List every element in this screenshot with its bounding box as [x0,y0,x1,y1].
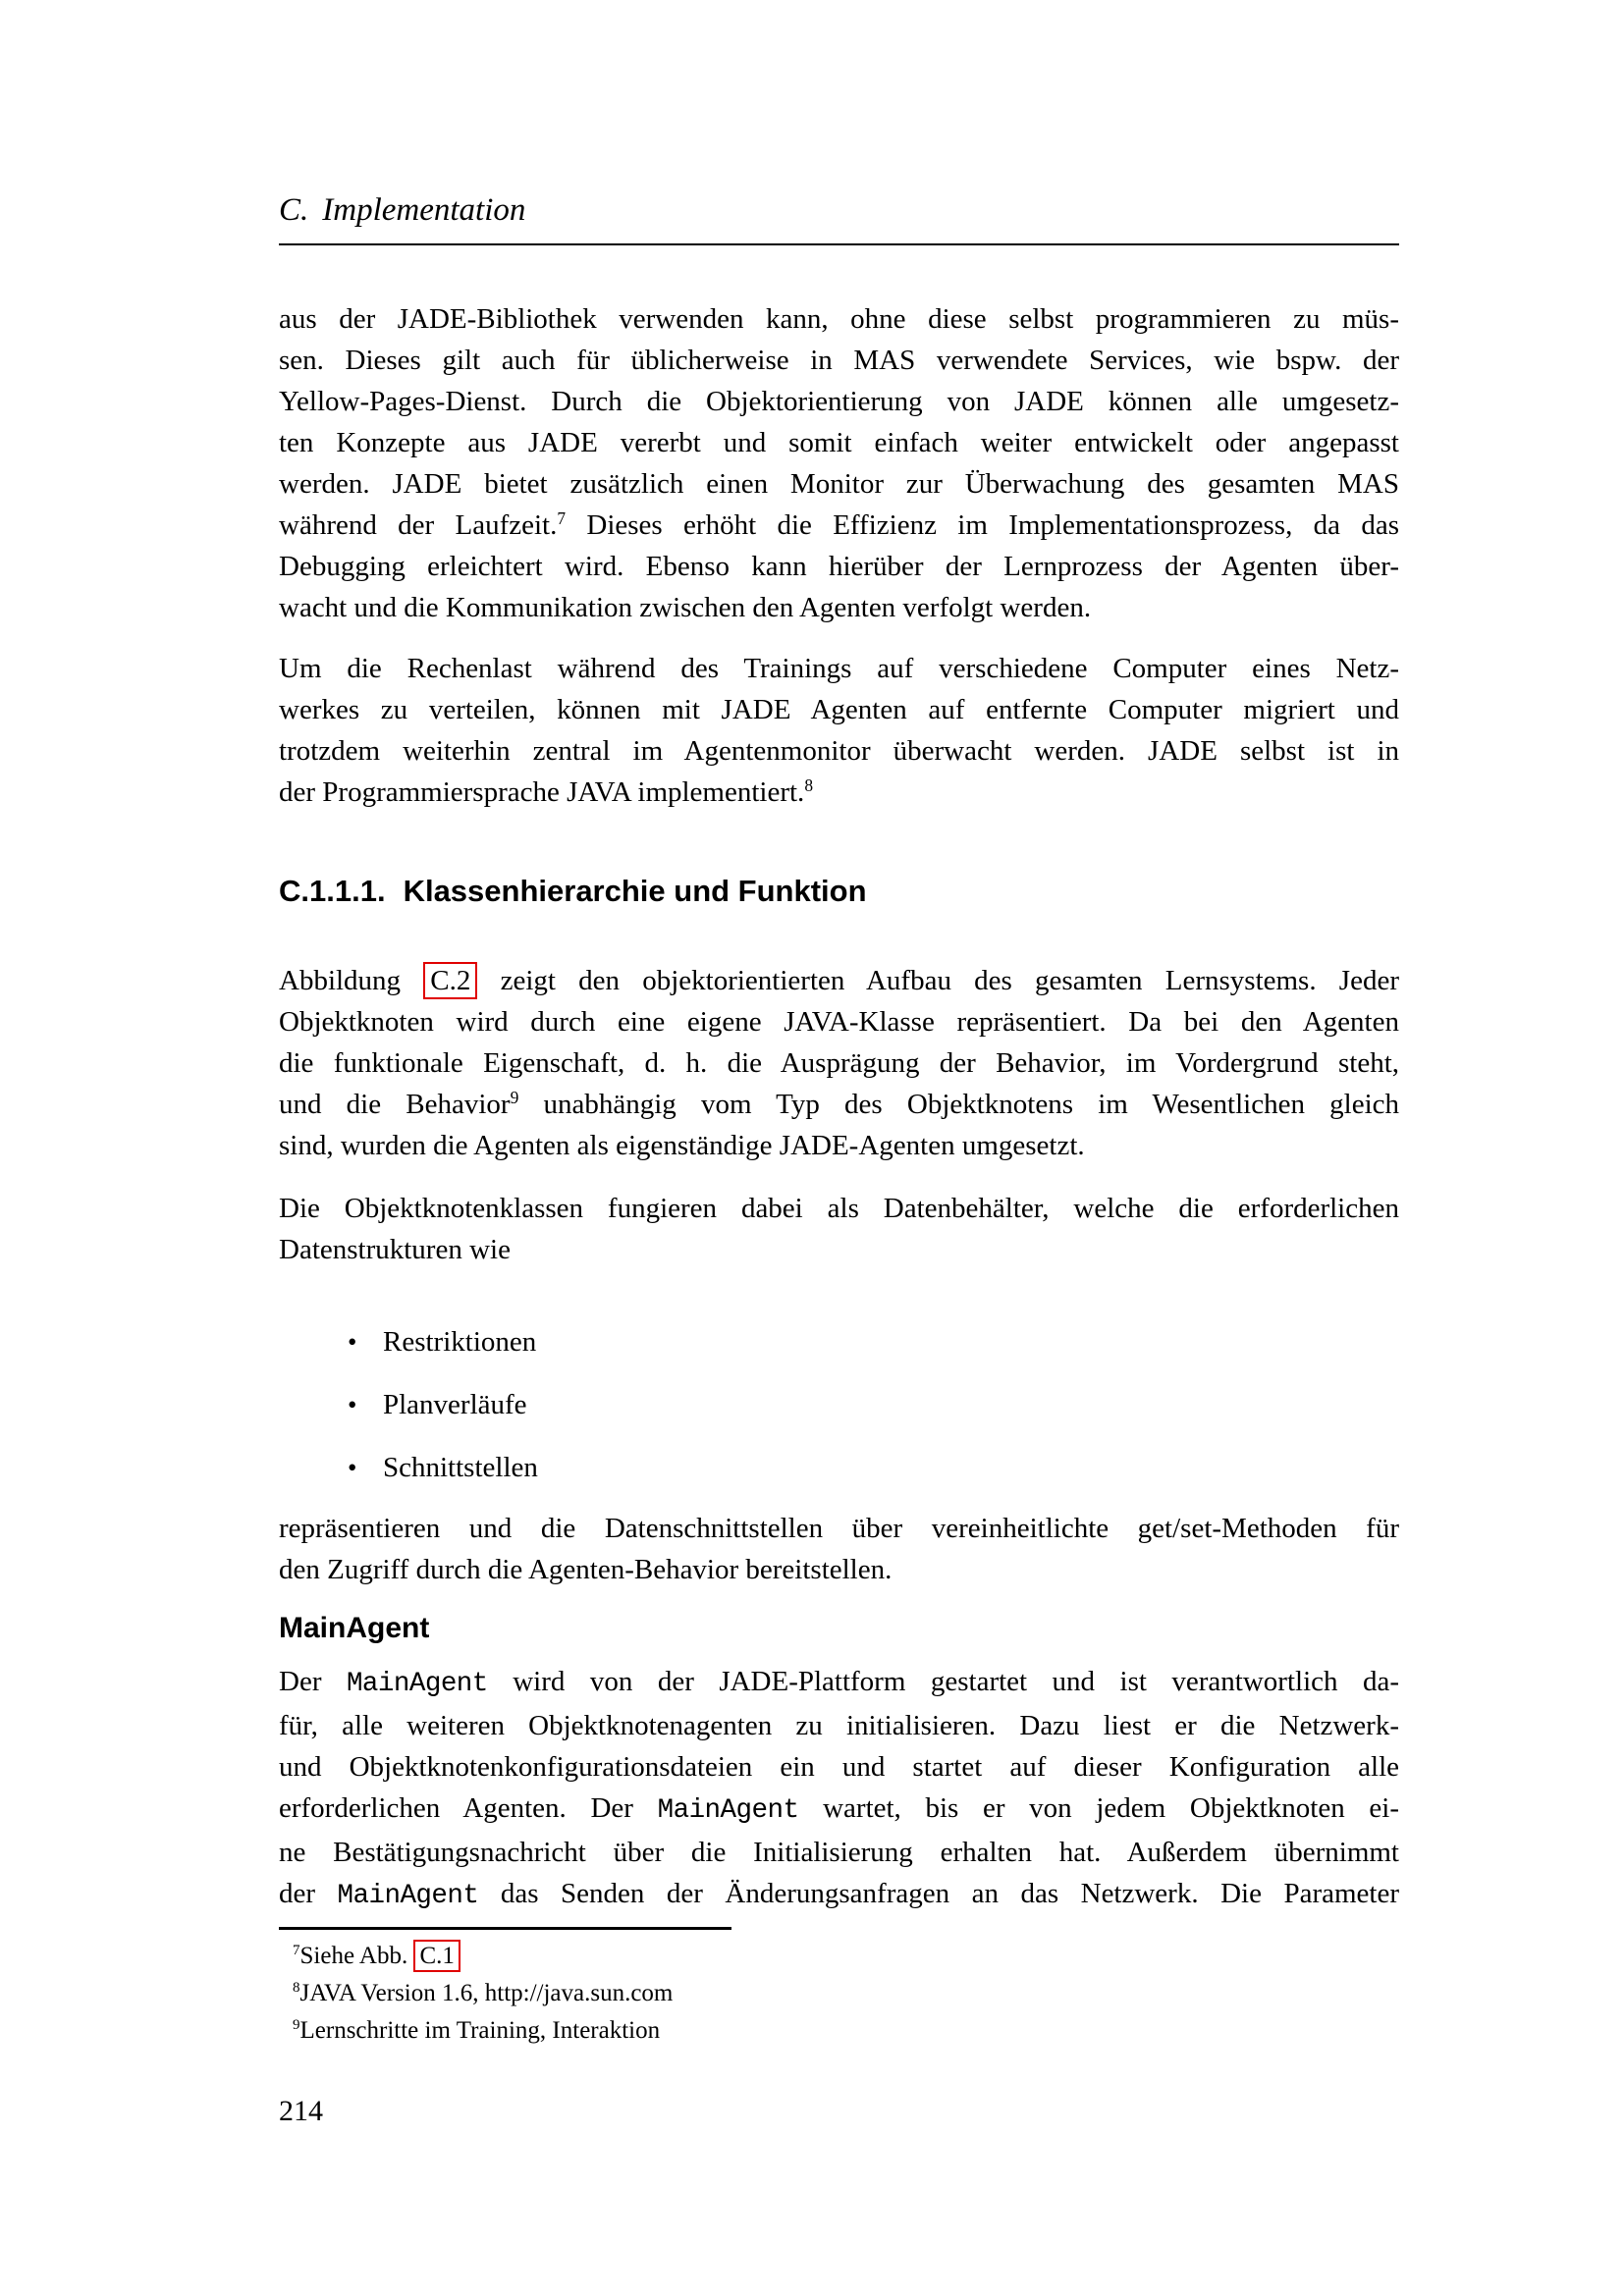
footnote-marker-7: 7 [557,508,567,529]
footnote-7: $^7$Siehe Abb. C.1 [279,1938,1399,1975]
text-line: werden. JADE bietet zusätzlich einen Monitor zur Überwachung des gesamten MAS [279,468,1399,500]
list-item-label: Planverläufe [383,1389,527,1420]
text-line: ten Konzepte aus JADE vererbt und somit einfach weiter entwickelt oder angepasst [279,427,1399,458]
text-line: Debugging erleichtert wird. Ebenso kann hierüber der Lernprozess der Agenten über- [279,551,1399,582]
text-line: werkes zu verteilen, können mit JADE Agenten auf entfernte Computer migriert und [279,694,1399,725]
text-line: sen. Dieses gilt auch für üblicherweise in MAS verwendete Services, wie bspw. der [279,345,1399,376]
text-line: der MainAgent das Senden der Änderungsanfragen an das Netzwerk. Die Parameter [279,1878,1399,1911]
text-line: erforderlichen Agenten. Der MainAgent wartet, bis er von jedem Objektknoten ei- [279,1792,1399,1826]
inline-code-mainagent: MainAgent [657,1795,799,1826]
text-line: Abbildung C.2 zeigt den objektorientierten Aufbau des gesamten Lernsystems. Jeder [279,960,1399,1001]
bullet-list [279,1321,1399,1488]
text-line: der Programmiersprache JAVA implementiert.$^8$ [279,775,814,808]
footnote-marker-7: 7 [293,1943,300,1958]
footnote-marker-9: 9 [510,1088,519,1108]
text-line: und die Behavior$^9$ unabhängig vom Typ des Objektknotens im Wesentlichen gleich [279,1088,1399,1120]
text-line: Um die Rechenlast während des Trainings auf verschiedene Computer eines Netz- [279,653,1399,684]
footnote-8: $^8$JAVA Version 1.6, http://java.sun.com [293,1980,674,2006]
chapter-letter: C. [279,192,309,228]
list-item [279,1447,1399,1488]
text-line: aus der JADE-Bibliothek verwenden kann, ohne diese selbst programmieren zu müs- [279,303,1399,335]
list-item-label: Schnittstellen [383,1452,538,1483]
bullet-icon: • [348,1453,357,1482]
inline-code-mainagent: MainAgent [337,1881,479,1911]
list-item [279,1321,1399,1362]
footnote-9: $^9$Lernschritte im Training, Interaktion [293,2017,661,2044]
heading-klassenhierarchie [279,870,1399,913]
footnote-marker-8: 8 [804,775,814,796]
page-content [279,188,1399,2050]
paragraph-jade-library [279,298,1399,628]
bullet-icon: • [348,1327,357,1357]
text-line: trotzdem weiterhin zentral im Agentenmonitor überwacht werden. JADE selbst ist in [279,735,1399,767]
list-item-label: Restriktionen [383,1326,537,1358]
text-line: während der Laufzeit.$^7$ Dieses erhöht die Effizienz im Implementationsprozess, da das [279,508,1399,541]
paragraph-repraesentieren [279,1508,1399,1590]
footnote-rule [279,1927,731,1930]
paragraph-abbildung [279,960,1399,1166]
text-line: Datenstrukturen wie [279,1234,511,1265]
chapter-title: Implementation [322,192,526,228]
text-line: und Objektknotenkonfigurationsdateien ein und startet auf dieser Konfiguration alle [279,1751,1399,1783]
bullet-icon: • [348,1390,357,1419]
footnote-marker-9: 9 [293,2017,300,2033]
inline-code-mainagent: MainAgent [346,1669,488,1699]
running-header [279,188,1399,245]
text-line: die funktionale Eigenschaft, d. h. die Ausprägung der Behavior, im Vordergrund steht, [279,1047,1399,1079]
list-item [279,1384,1399,1425]
figure-ref-c2[interactable]: C.2 [423,962,477,999]
text-line: Yellow-Pages-Dienst. Durch die Objektorientierung von JADE können alle umgesetz- [279,386,1399,417]
paragraph-mainagent [279,1661,1399,1917]
figure-ref-c1[interactable]: C.1 [413,1940,460,1972]
text-line: Der MainAgent wird von der JADE-Plattform gestartet und ist verantwortlich da- [279,1666,1399,1699]
page-number: 214 [279,2095,323,2127]
section-number: C.1.1.1. [279,874,386,908]
footnote-area [279,1927,1399,2050]
footnote-marker-8: 8 [293,1980,300,1996]
text-line: wacht und die Kommunikation zwischen den Agenten verfolgt werden. [279,592,1092,623]
text-line: repräsentieren und die Datenschnittstellen über vereinheitlichte get/set-Methoden für [279,1513,1399,1544]
heading-mainagent: MainAgent [279,1612,430,1644]
text-line: sind, wurden die Agenten als eigenständige JADE-Agenten umgesetzt. [279,1130,1085,1161]
text-line: Die Objektknotenklassen fungieren dabei als Datenbehälter, welche die erforderlichen [279,1193,1399,1224]
text-line: ne Bestätigungsnachricht über die Initialisierung erhalten hat. Außerdem übernimmt [279,1837,1399,1868]
paragraph-objektknotenklassen [279,1188,1399,1270]
section-title: Klassenhierarchie und Funktion [403,874,867,908]
text-line: für, alle weiteren Objektknotenagenten zu initialisieren. Dazu liest er die Netzwerk- [279,1710,1399,1741]
text-line: den Zugriff durch die Agenten-Behavior bereitstellen. [279,1554,893,1585]
text-line: Objektknoten wird durch eine eigene JAVA-Klasse repräsentiert. Da bei den Agenten [279,1006,1399,1038]
paragraph-rechenlast [279,648,1399,813]
